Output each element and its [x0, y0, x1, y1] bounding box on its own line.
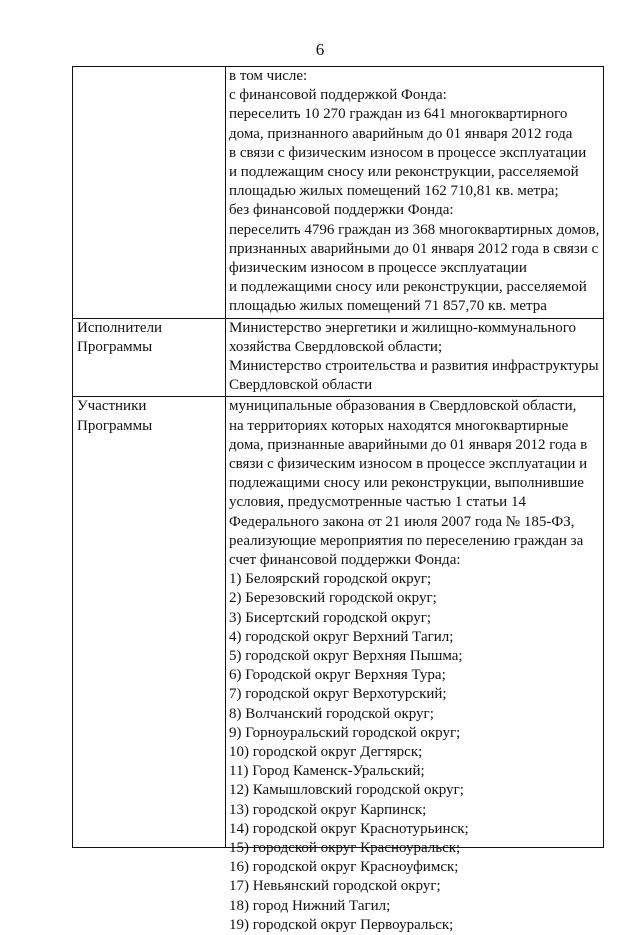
content-line: Свердловской области — [229, 377, 373, 394]
content-line: и подлежащим сносу или реконструкции, расселяемой — [229, 164, 579, 181]
row-participants-content — [229, 397, 603, 935]
content-line: без финансовой поддержки Фонда: — [229, 202, 454, 219]
label-line: Программы — [77, 338, 153, 355]
content-line: счет финансовой поддержки Фонда: — [229, 552, 461, 569]
content-line: 19) городской округ Первоуральск; — [229, 916, 454, 933]
content-line: 12) Камышловский городской округ; — [229, 782, 464, 799]
content-line: переселить 4796 граждан из 368 многоквартирных домов, — [229, 221, 600, 238]
content-line: 4) городской округ Верхний Тагил; — [229, 628, 454, 645]
content-line: муниципальные образования в Свердловской области, — [229, 398, 577, 415]
content-line: реализующие мероприятия по переселению граждан за — [229, 532, 584, 549]
content-line: дома, признанные аварийными до 01 января 2012 года в — [229, 436, 588, 453]
label-line: Исполнители — [77, 319, 163, 336]
content-line: 1) Белоярский городской округ; — [229, 571, 432, 588]
content-line: Министерство энергетики и жилищно-коммунального — [229, 319, 577, 336]
content-line: хозяйства Свердловской области; — [229, 338, 443, 355]
content-line: в том числе: — [229, 68, 308, 84]
content-line: связи с физическим износом в процессе эксплуатации и — [229, 456, 588, 472]
content-line: переселить 10 270 граждан из 641 многоквартирного — [229, 106, 568, 123]
content-line: 11) Город Каменск-Уральский; — [229, 763, 425, 780]
content-line: 9) Горноуральский городской округ; — [229, 724, 461, 741]
program-passport-table — [72, 66, 604, 933]
label-line: Участники — [77, 398, 147, 415]
page-number: 6 — [315, 40, 325, 59]
content-line: 10) городской округ Дегтярск; — [229, 744, 423, 761]
content-line: подлежащими сносу или реконструкции, выполнившие — [229, 475, 584, 492]
row-funding-details-content — [229, 67, 603, 317]
content-line: 18) город Нижний Тагил; — [229, 897, 391, 914]
content-line: 3) Бисертский городской округ; — [229, 609, 432, 626]
row-executors-content — [229, 319, 603, 396]
content-line: 7) городской округ Верхотурский; — [229, 686, 447, 703]
content-line: 6) Городской округ Верхняя Тура; — [229, 667, 446, 684]
content-line: 2) Березовский городской округ; — [229, 590, 437, 607]
row-executors-label — [77, 319, 223, 357]
content-line: условия, предусмотренные частью 1 статьи 14 — [229, 494, 526, 511]
content-line: площадью жилых помещений 71 857,70 кв. метра — [229, 298, 547, 315]
content-line: 15) городской округ Красноуральск; — [229, 840, 461, 857]
content-line: 17) Невьянский городской округ; — [229, 878, 441, 895]
content-line: физическим износом в процессе эксплуатации — [229, 260, 527, 277]
content-line: признанных аварийными до 01 января 2012 года в связи с — [229, 240, 599, 257]
content-line: 13) городской округ Карпинск; — [229, 801, 427, 818]
row-participants-label — [77, 397, 223, 435]
content-line: Федерального закона от 21 июля 2007 года № 185-ФЗ, — [229, 513, 575, 530]
content-line: дома, признанного аварийным до 01 января 2012 года — [229, 125, 573, 142]
content-line: площадью жилых помещений 162 710,81 кв. метра; — [229, 183, 559, 200]
content-line: 14) городской округ Краснотурьинск; — [229, 820, 469, 837]
content-line: и подлежащими сносу или реконструкции, расселяемой — [229, 279, 587, 296]
content-line: 16) городской округ Красноуфимск; — [229, 859, 459, 876]
content-line: 8) Волчанский городской округ; — [229, 705, 434, 722]
content-line: 5) городской округ Верхняя Пышма; — [229, 648, 463, 665]
label-line: Программы — [77, 417, 153, 434]
content-line: с финансовой поддержкой Фонда: — [229, 87, 447, 104]
column-divider — [225, 67, 226, 847]
content-line: в связи с физическим износом в процессе эксплуатации — [229, 144, 587, 161]
content-line: Министерство строительства и развития инфраструктуры — [229, 358, 599, 374]
content-line: на территориях которых находятся многоквартирные — [229, 417, 569, 434]
